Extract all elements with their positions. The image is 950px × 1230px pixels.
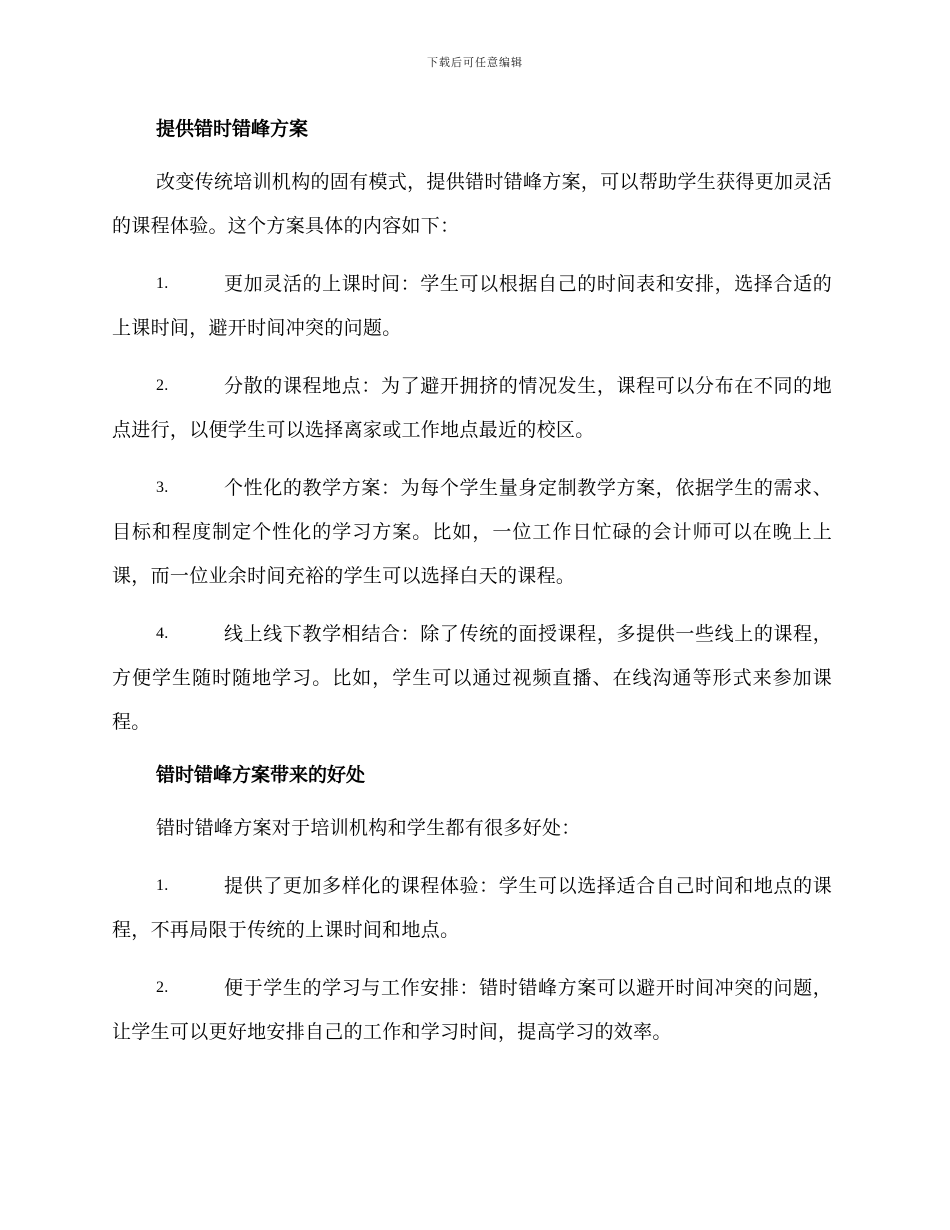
list-item bbox=[112, 612, 832, 744]
section-intro: 改变传统培训机构的固有模式，提供错时错峰方案，可以帮助学生获得更加灵活的课程体验。这个方案具体的内容如下： bbox=[112, 171, 832, 237]
list-number: 4. bbox=[156, 625, 169, 642]
list-number: 2. bbox=[156, 377, 169, 394]
list-item-text: 个性化的教学方案：为每个学生量身定制教学方案，依据学生的需求、目标和程度制定个性化的学习方案。比如，一位工作日忙碌的会计师可以在晚上上课，而一位业余时间充裕的学生可以选择白天的课程。 bbox=[112, 477, 832, 587]
list-item-text: 便于学生的学习与工作安排：错时错峰方案可以避开时间冲突的问题，让学生可以更好地安排自己的工作和学习时间，提高学习的效率。 bbox=[112, 977, 832, 1043]
list-number: 2. bbox=[156, 979, 169, 996]
list-item bbox=[112, 262, 832, 350]
list-item bbox=[112, 864, 832, 952]
document-body bbox=[112, 112, 832, 1054]
section-heading: 错时错峰方案带来的好处 bbox=[156, 764, 366, 786]
section-intro: 错时错峰方案对于培训机构和学生都有很多好处： bbox=[156, 817, 581, 839]
list-item-text: 线上线下教学相结合：除了传统的面授课程，多提供一些线上的课程，方便学生随时随地学习。比如，学生可以通过视频直播、在线沟通等形式来参加课程。 bbox=[112, 623, 832, 733]
section-heading: 提供错时错峰方案 bbox=[156, 118, 309, 140]
list-item-text: 分散的课程地点：为了避开拥挤的情况发生，课程可以分布在不同的地点进行，以便学生可以选择离家或工作地点最近的校区。 bbox=[112, 375, 832, 441]
list-number: 1. bbox=[156, 877, 169, 894]
list-item bbox=[112, 966, 832, 1054]
list-item-text: 更加灵活的上课时间：学生可以根据自己的时间表和安排，选择合适的上课时间，避开时间冲突的问题。 bbox=[112, 273, 832, 339]
list-number: 1. bbox=[156, 275, 169, 292]
list-item-text: 提供了更加多样化的课程体验：学生可以选择适合自己时间和地点的课程，不再局限于传统的上课时间和地点。 bbox=[112, 875, 832, 941]
list-item bbox=[112, 364, 832, 452]
list-item bbox=[112, 466, 832, 598]
list-number: 3. bbox=[156, 479, 169, 496]
page-header: 下载后可任意编辑 bbox=[427, 56, 523, 69]
